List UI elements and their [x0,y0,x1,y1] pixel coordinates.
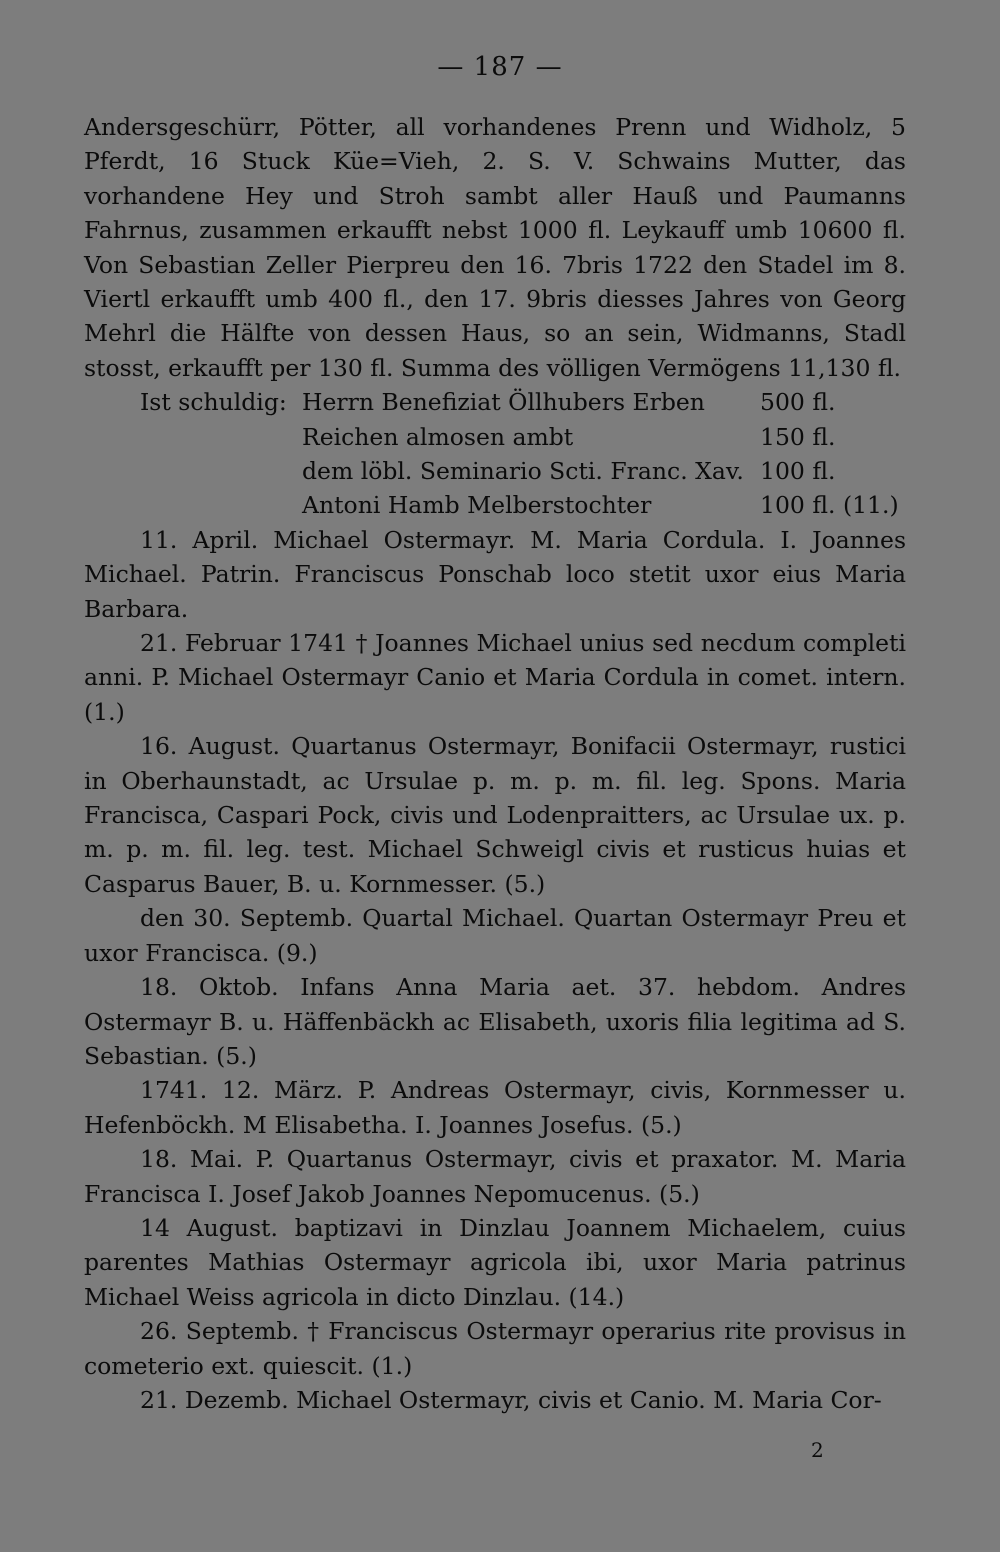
debt-heading: Ist schuldig: [140,388,287,417]
debt-row [84,454,906,488]
paragraph-entry-august-marriage: 16. August. Quartanus Ostermayr, Bonifacii Ostermayr, rustici in Oberhaunstadt, ac Ursulae p. m. p. m. fil. leg. Spons. Maria Francisca, Caspari Pock, civis und Lodenpraitters, ac Ursulae ux. p. m. p. m. fil. leg. test. Michael Schweigl civis et rusticus huias et Casparus Bauer, B. u. Kornmesser. (5.) [84,732,906,898]
paragraph-entry-september: den 30. Septemb. Quartal Michael. Quartan Ostermayr Preu et uxor Francisca. (9.) [84,904,906,967]
debt-heading [84,488,302,522]
paragraph-entry-august-baptism: 14 August. baptizavi in Dinzlau Joannem Michaelem, cuius parentes Mathias Ostermayr agricola ibi, uxor Maria patrinus Michael Weiss agricola in dicto Dinzlau. (14.) [84,1213,906,1311]
paragraph-entry-april: 11. April. Michael Ostermayr. M. Maria Cordula. I. Joannes Michael. Patrin. Franciscus Ponschab loco stetit uxor eius Maria Barbara. [84,525,906,623]
debt-creditor: dem löbl. Seminario Scti. Franc. Xav. [302,457,744,486]
debt-amount: 100 fl. (11.) [760,491,899,520]
debt-heading [84,454,302,488]
paragraph-entry-march-1741: 1741. 12. März. P. Andreas Ostermayr, civis, Kornmesser u. Hefenböckh. M Elisabetha. I. Joannes Josefus. (5.) [84,1076,906,1139]
page-number: — 187 — [437,52,563,82]
debt-row [84,420,906,454]
debt-row [84,488,906,522]
debt-heading [84,420,302,454]
debt-row [84,385,906,419]
debt-amount: 100 fl. [760,457,836,486]
debt-amount: 150 fl. [760,422,836,451]
paragraph-entry-december: 21. Dezemb. Michael Ostermayr, civis et Canio. M. Maria Cor- [140,1385,882,1414]
signature-mark: 2 [811,1438,824,1462]
debt-list [84,385,906,523]
document-body [84,110,906,1417]
debt-creditor: Antoni Hamb Melberstochter [302,491,652,520]
paragraph-entry-february: 21. Februar 1741 † Joannes Michael unius sed necdum completi anni. P. Michael Ostermayr Canio et Maria Cordula in comet. intern. (1.) [84,629,906,726]
debt-amount: 500 fl. [760,388,836,417]
debt-creditor: Reichen almosen ambt [302,422,574,451]
paragraph-entry-may: 18. Mai. P. Quartanus Ostermayr, civis et praxator. M. Maria Francisca I. Josef Jakob Joannes Nepomucenus. (5.) [84,1145,906,1208]
paragraph-property-inventory: Andersgeschürr, Pötter, all vorhandenes Prenn und Widholz, 5 Pferdt, 16 Stuck Küe=Vieh, 2. S. V. Schwains Mutter, das vorhandene Hey und Stroh sambt aller Hauß und Paumanns Fahrnus, zusammen erkaufft nebst 1000 fl. Leykauff umb 10600 fl. Von Sebastian Zeller Pierpreu den 16. 7bris 1722 den Stadel im 8. Viertl erkaufft umb 400 fl., den 17. 9bris diesses Jahres von Georg Mehrl die Hälfte von dessen Haus, so an sein, Widmanns, Stadl stosst, erkaufft per 130 fl. Summa des völligen Vermögens 11,130 fl. [84,113,906,382]
paragraph-entry-september-death: 26. Septemb. † Franciscus Ostermayr operarius rite provisus in cometerio ext. quiescit. (1.) [84,1317,906,1380]
debt-creditor: Herrn Benefiziat Öllhubers Erben [302,388,705,417]
paragraph-entry-october: 18. Oktob. Infans Anna Maria aet. 37. hebdom. Andres Ostermayr B. u. Häffenbäckh ac Elisabeth, uxoris filia legitima ad S. Sebastian. (5.) [84,973,906,1070]
